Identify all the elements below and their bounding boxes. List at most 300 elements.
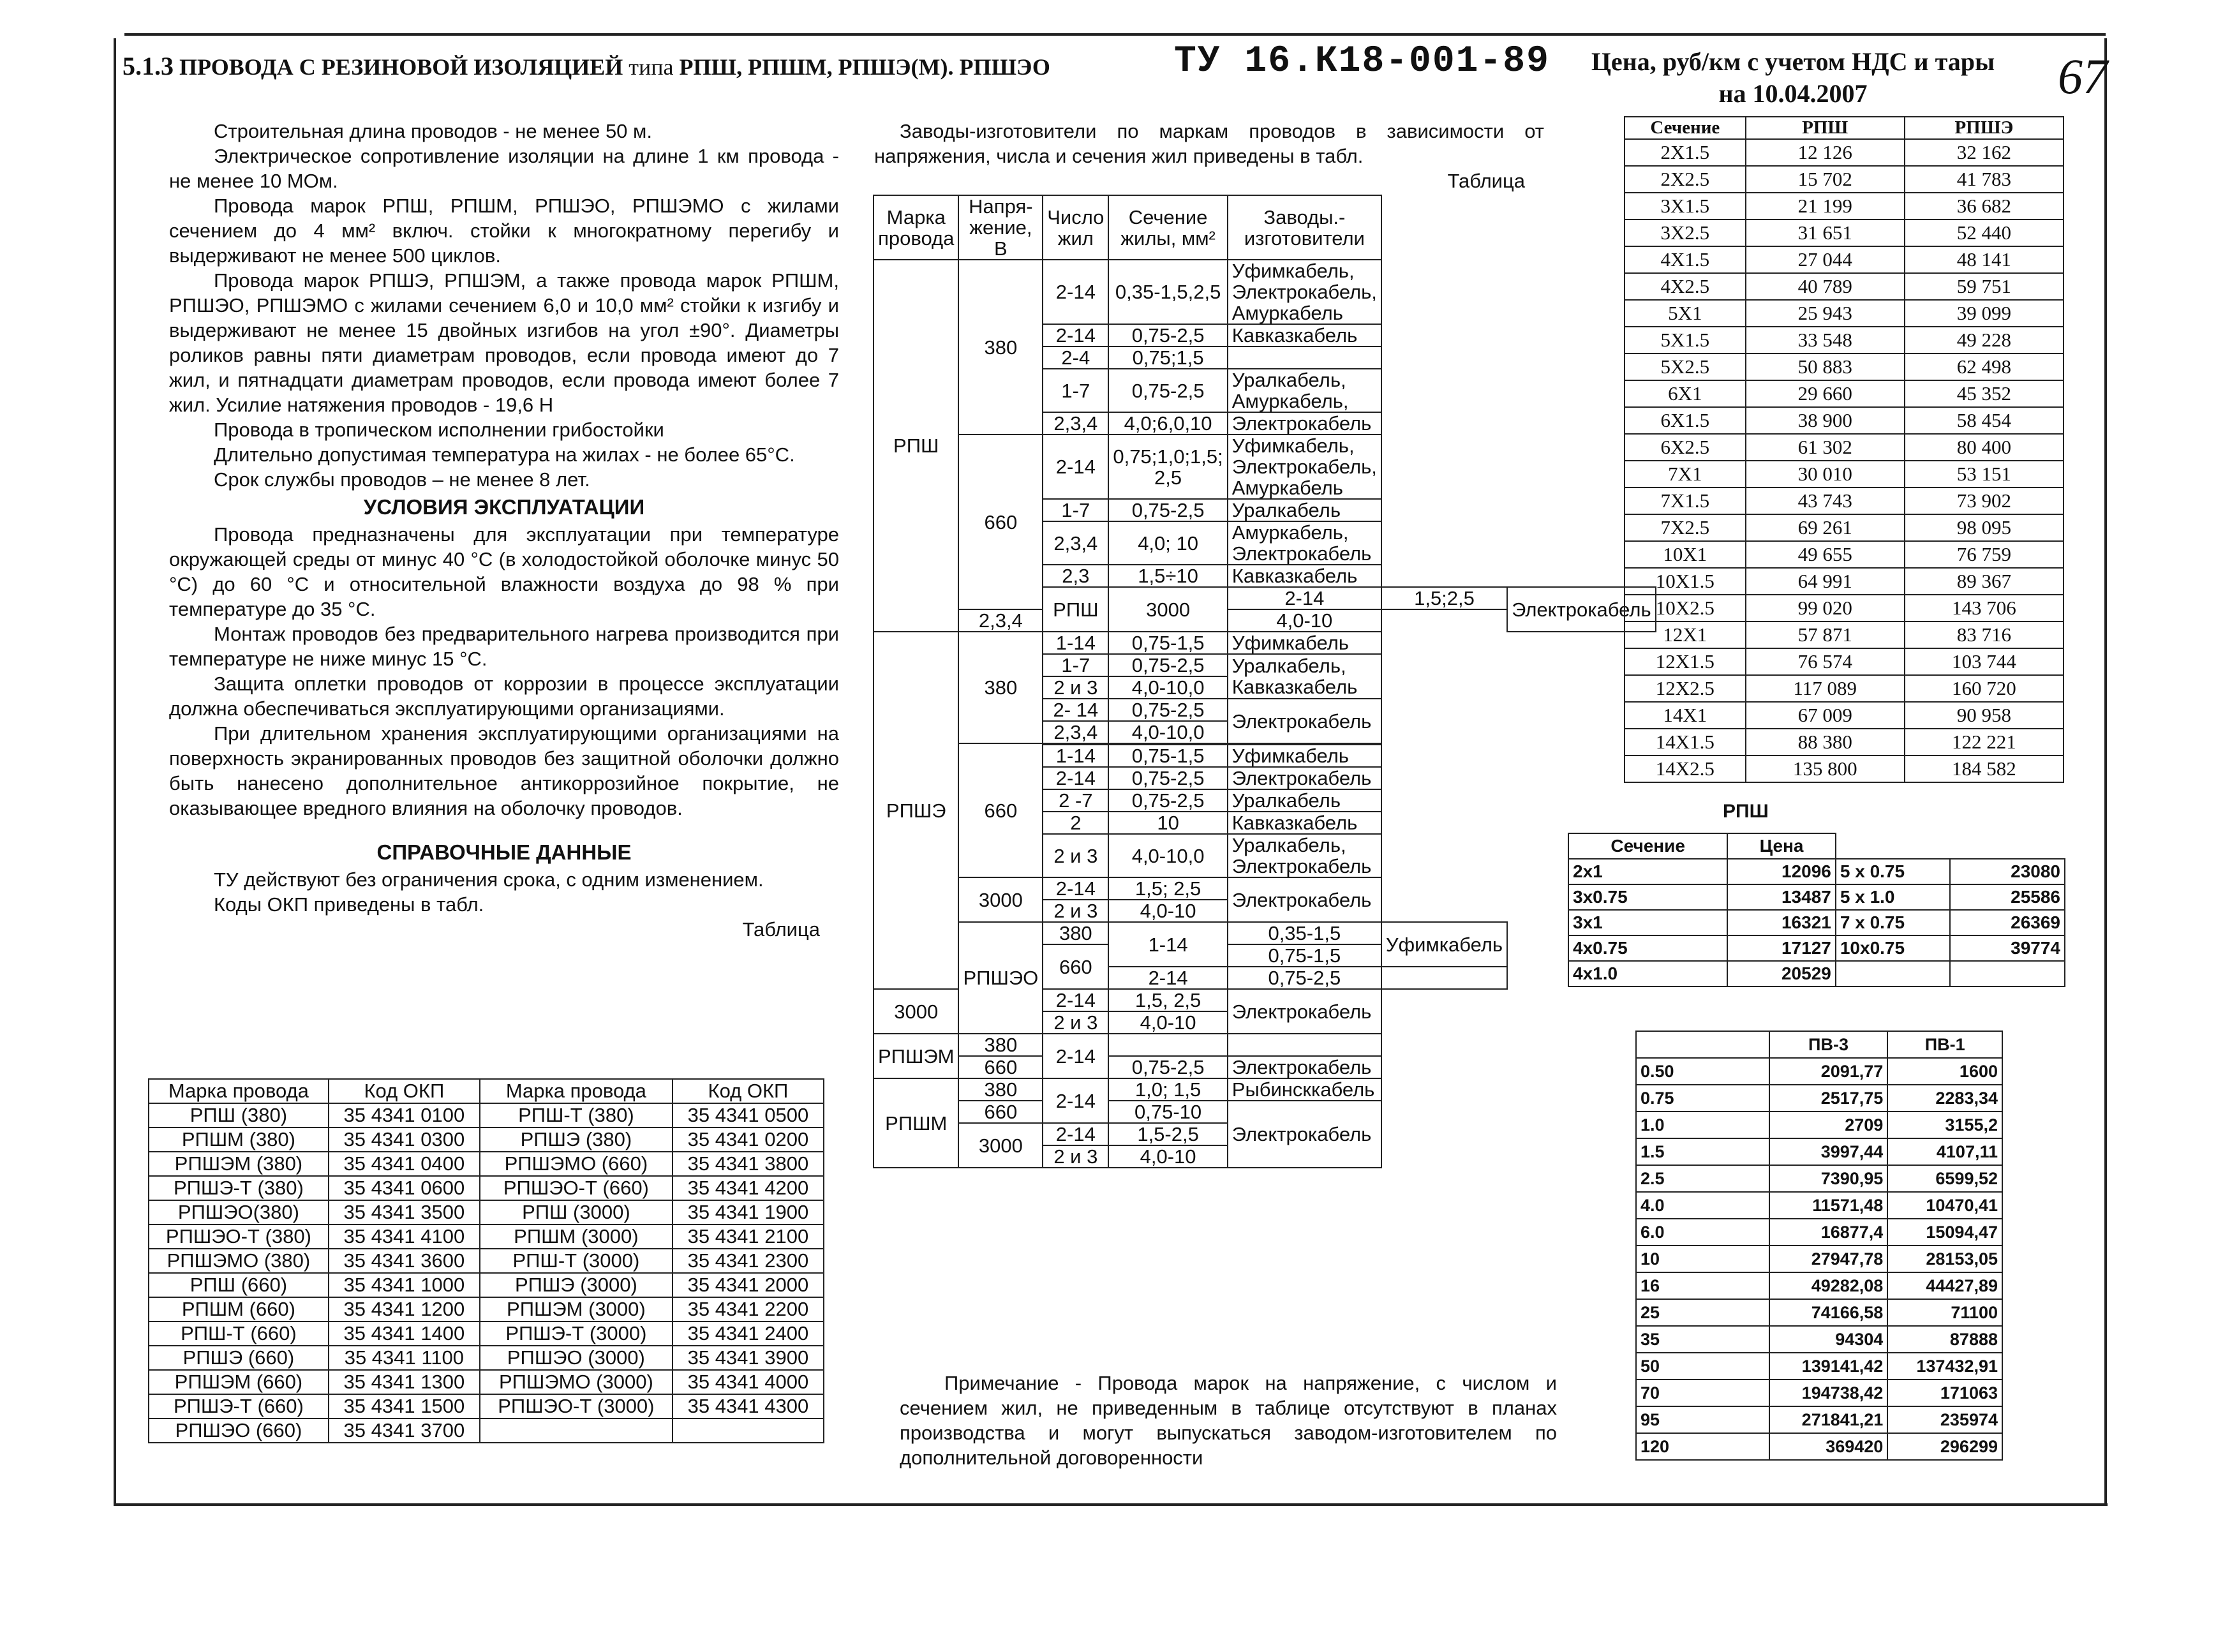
rpsh-table-row xyxy=(1568,935,2065,961)
pv1-price-cell: 87888 xyxy=(1887,1326,2002,1353)
rpshe-price-cell: 45 352 xyxy=(1905,380,2064,407)
rpsh-price-cell: 23080 xyxy=(1950,859,2065,884)
pv-section-cell: 95 xyxy=(1636,1406,1769,1433)
cross-section-cell: 7X2.5 xyxy=(1625,514,1746,541)
para-bend: Провода марок РПШЭ, РПШЭМ, а также провода марок РПШМ, РПШЭО, РПШЭМО с жилами сечением 6,0 и 10,0 мм² стойки к изгибу и выдерживают не менее 15 двойных изгибов на угол ±90°. Диаметры роликов равны пяти диаметрам проводов, если провода имеют до 7 жил, и пятнадцати диаметрам проводов, если провода имеют более 7 жил. Усилие натяжения проводов - 19,6 Н xyxy=(169,269,839,416)
rpsh-price-cell: 31 651 xyxy=(1746,220,1905,246)
header-title: ПРОВОДА С РЕЗИНОВОЙ ИЗОЛЯЦИЕЙ xyxy=(179,54,623,80)
price-table-row xyxy=(1625,568,2064,595)
price-table-row xyxy=(1625,166,2064,193)
factories-cell: Электрокабель xyxy=(1228,989,1381,1034)
okp-brand-cell: РПШЭО (3000) xyxy=(480,1346,673,1370)
para-temperature: Длительно допустимая температура на жилах - не более 65°С. xyxy=(214,443,795,466)
rpshe-price-cell: 184 582 xyxy=(1905,755,2064,782)
price-table-row xyxy=(1625,407,2064,434)
cores-cell: 2-14 xyxy=(1043,1034,1108,1078)
okp-header-cell: Код ОКП xyxy=(673,1079,824,1103)
price-table-row xyxy=(1625,675,2064,702)
okp-code-cell xyxy=(673,1418,824,1443)
para-protection: Защита оплетки проводов от коррозии в процессе эксплуатации должна обеспечиваться эксплуатирующими организациями. xyxy=(169,673,839,720)
rpsh-section-cell: 3x1 xyxy=(1568,910,1727,935)
price-table-row xyxy=(1625,220,2064,246)
rpsh-section-cell: 5 x 0.75 xyxy=(1836,859,1951,884)
cross-section-cell: 2X1.5 xyxy=(1625,139,1746,166)
okp-table-row xyxy=(149,1176,824,1200)
cross-section-cell: 1,5;2,5 xyxy=(1381,587,1507,609)
cross-section-cell: 4,0-10 xyxy=(1108,900,1227,922)
pv-table-row xyxy=(1636,1138,2002,1165)
cores-cell: 2 и 3 xyxy=(1043,900,1108,922)
okp-table-row xyxy=(149,1224,824,1249)
cores-cell: 2 -7 xyxy=(1043,789,1108,812)
okp-code-cell: 35 4341 2400 xyxy=(673,1321,824,1346)
rpshe-price-cell: 48 141 xyxy=(1905,246,2064,273)
rpsh-section-cell: 2x1 xyxy=(1568,859,1727,884)
okp-brand-cell xyxy=(480,1418,673,1443)
cross-section-cell: 14X1.5 xyxy=(1625,729,1746,755)
cross-section-cell: 10X2.5 xyxy=(1625,595,1746,621)
rpshe-price-cell: 98 095 xyxy=(1905,514,2064,541)
factories-table-row xyxy=(874,632,1656,654)
price-table-row xyxy=(1625,461,2064,487)
okp-table-header xyxy=(149,1079,824,1103)
cross-section-cell xyxy=(1108,1034,1227,1056)
factories-cell: Уралкабель xyxy=(1228,789,1381,812)
cross-section-cell: 1,5; 2,5 xyxy=(1108,877,1227,900)
cross-section-cell: 4,0-10 xyxy=(1108,1145,1227,1168)
pv3-price-cell: 11571,48 xyxy=(1769,1192,1888,1219)
para-resistance: Электрическое сопротивление изоляции на длине 1 км провода - не менее 10 МОм. xyxy=(169,145,839,192)
rpshe-price-cell: 90 958 xyxy=(1905,702,2064,729)
pv-section-cell: 0.75 xyxy=(1636,1085,1769,1112)
frame-left-line xyxy=(114,38,116,1506)
pv-table-row xyxy=(1636,1326,2002,1353)
factories-table-row xyxy=(874,1101,1656,1123)
cross-section-cell: 4,0-10,0 xyxy=(1108,721,1227,743)
pv-section-cell: 35 xyxy=(1636,1326,1769,1353)
rpsh-section-cell: 10x0.75 xyxy=(1836,935,1951,961)
pv1-price-cell: 44427,89 xyxy=(1887,1272,2002,1299)
rpshe-price-cell: 39 099 xyxy=(1905,300,2064,327)
okp-code-cell: 35 4341 0600 xyxy=(329,1176,480,1200)
para-tropical: Провода в тропическом исполнении грибостойки xyxy=(214,419,664,441)
header-types: РПШ, РПШМ, РПШЭ(М). РПШЭО xyxy=(679,54,1050,80)
price-title: Цена, руб/км с учетом НДС и тары xyxy=(1591,47,1995,76)
cores-cell: 1-14 xyxy=(1043,632,1108,654)
okp-code-cell: 35 4341 0400 xyxy=(329,1152,480,1176)
okp-code-cell: 35 4341 1400 xyxy=(329,1321,480,1346)
brand-cell: РПШМ xyxy=(874,1078,958,1168)
factories-table-row xyxy=(874,922,1656,944)
pv1-price-cell: 137432,91 xyxy=(1887,1353,2002,1380)
price-table-row xyxy=(1625,246,2064,273)
cross-section-cell: 0,75-1,5 xyxy=(1228,944,1381,967)
pv3-price-cell: 3997,44 xyxy=(1769,1138,1888,1165)
rpsh-section-cell xyxy=(1836,961,1951,986)
cores-cell: 2-14 xyxy=(1043,767,1108,789)
pv-header-cell xyxy=(1636,1031,1769,1058)
factories-table-row xyxy=(874,1056,1656,1078)
cross-section-cell: 0,75-2,5 xyxy=(1108,654,1227,676)
factories-cell: Кавказкабель xyxy=(1228,324,1381,346)
factories-cell: Кавказкабель xyxy=(1228,565,1381,587)
rpsh-table-row xyxy=(1568,884,2065,910)
rpsh-table-title: РПШ xyxy=(1723,801,1769,822)
price-table-row xyxy=(1625,193,2064,220)
cross-section-cell: 2X2.5 xyxy=(1625,166,1746,193)
voltage-cell: 380 xyxy=(958,1078,1043,1101)
pv1-price-cell: 3155,2 xyxy=(1887,1112,2002,1138)
rpsh-price-cell: 57 871 xyxy=(1746,621,1905,648)
okp-code-cell: 35 4341 0500 xyxy=(673,1103,824,1127)
rpsh-header-cell: Сечение xyxy=(1568,833,1727,859)
okp-table-row xyxy=(149,1127,824,1152)
cross-section-cell: 4,0-10 xyxy=(1228,609,1381,632)
okp-code-cell: 35 4341 3600 xyxy=(329,1249,480,1273)
pv-section-cell: 6.0 xyxy=(1636,1219,1769,1246)
cores-cell: 2 и 3 xyxy=(1043,1011,1108,1034)
rpsh-price-cell: 67 009 xyxy=(1746,702,1905,729)
rpsh-price-cell: 40 789 xyxy=(1746,273,1905,300)
rpsh-section-cell: 7 x 0.75 xyxy=(1836,910,1951,935)
rpshe-price-cell: 32 162 xyxy=(1905,139,2064,166)
okp-code-cell: 35 4341 4300 xyxy=(673,1394,824,1418)
okp-code-cell: 35 4341 1000 xyxy=(329,1273,480,1297)
rpshe-price-cell: 143 706 xyxy=(1905,595,2064,621)
okp-brand-cell: РПШЭ (660) xyxy=(149,1346,329,1370)
rpshe-price-cell: 80 400 xyxy=(1905,434,2064,461)
cross-section-cell: 12X1 xyxy=(1625,621,1746,648)
para-operating: Провода предназначены для эксплуатации при температуре окружающей среды от минус 40 °С (в холодостойкой оболочке минус 50 °С) до 60 °С и относительной влажности воздуха до 98 % при температуре до 35 °С. xyxy=(169,523,839,620)
price-table-row xyxy=(1625,300,2064,327)
okp-brand-cell: РПШЭ-Т (3000) xyxy=(480,1321,673,1346)
okp-table-row xyxy=(149,1103,824,1127)
rpsh-price-cell: 39774 xyxy=(1950,935,2065,961)
okp-code-cell: 35 4341 0100 xyxy=(329,1103,480,1127)
cores-cell: 2-14 xyxy=(1043,324,1108,346)
factories-cell: Электрокабель xyxy=(1228,699,1381,743)
cross-section-cell: 12X2.5 xyxy=(1625,675,1746,702)
cross-section-cell: 1,0; 1,5 xyxy=(1108,1078,1227,1101)
cross-section-cell: 14X2.5 xyxy=(1625,755,1746,782)
okp-brand-cell: РПШ-Т (380) xyxy=(480,1103,673,1127)
heading-reference: СПРАВОЧНЫЕ ДАННЫЕ xyxy=(376,840,632,864)
factories-cell: Амуркабель, Электрокабель xyxy=(1228,521,1381,565)
cross-section-cell: 0,75;1,5 xyxy=(1108,346,1227,369)
rpsh-price-cell: 30 010 xyxy=(1746,461,1905,487)
cores-cell: 2-14 xyxy=(1043,989,1108,1011)
voltage-cell: 380 xyxy=(958,1034,1043,1056)
okp-table-row xyxy=(149,1418,824,1443)
okp-table-row xyxy=(149,1346,824,1370)
cores-cell: 2-14 xyxy=(1108,967,1227,989)
okp-code-cell: 35 4341 2200 xyxy=(673,1297,824,1321)
rpsh-price-cell: 13487 xyxy=(1727,884,1836,910)
okp-code-cell: 35 4341 1900 xyxy=(673,1200,824,1224)
cross-section-cell: 5X1 xyxy=(1625,300,1746,327)
factories-cell xyxy=(1381,967,1507,989)
voltage-cell: 660 xyxy=(958,1056,1043,1078)
rpsh-price-cell: 43 743 xyxy=(1746,487,1905,514)
pv-section-cell: 2.5 xyxy=(1636,1165,1769,1192)
price-table-row xyxy=(1625,273,2064,300)
cores-cell: 2-14 xyxy=(1043,877,1108,900)
okp-brand-cell: РПШЭМО (3000) xyxy=(480,1370,673,1394)
factories-cell xyxy=(1228,346,1381,369)
pv-section-cell: 16 xyxy=(1636,1272,1769,1299)
price-heading xyxy=(1544,46,2042,110)
okp-brand-cell: РПШЭО-Т (3000) xyxy=(480,1394,673,1418)
okp-code-cell: 35 4341 4200 xyxy=(673,1176,824,1200)
rpshe-price-cell: 103 744 xyxy=(1905,648,2064,675)
rpsh-price-cell: 88 380 xyxy=(1746,729,1905,755)
pv1-price-cell: 235974 xyxy=(1887,1406,2002,1433)
pv1-price-cell: 2283,34 xyxy=(1887,1085,2002,1112)
okp-brand-cell: РПШЭО (660) xyxy=(149,1418,329,1443)
cores-cell: 2 xyxy=(1043,812,1108,834)
cross-section-cell: 0,75-2,5 xyxy=(1108,767,1227,789)
cross-section-cell: 10 xyxy=(1108,812,1227,834)
okp-brand-cell: РПШМ (380) xyxy=(149,1127,329,1152)
factories-cell: Уфимкабель xyxy=(1381,922,1507,967)
okp-code-cell: 35 4341 3800 xyxy=(673,1152,824,1176)
cross-section-cell: 0,75-1,5 xyxy=(1108,745,1227,767)
factories-cell: Электрокабель xyxy=(1228,1056,1381,1078)
factories-header-cell: Сечение жилы, мм² xyxy=(1108,195,1227,260)
rpshe-price-cell: 89 367 xyxy=(1905,568,2064,595)
voltage-cell: 3000 xyxy=(958,1123,1043,1168)
rpsh-price-cell: 49 655 xyxy=(1746,541,1905,568)
rpshe-price-cell: 59 751 xyxy=(1905,273,2064,300)
okp-code-cell: 35 4341 3700 xyxy=(329,1418,480,1443)
factories-cell: Рыбинсккабель xyxy=(1228,1078,1381,1101)
okp-table-row xyxy=(149,1249,824,1273)
price-header-cell: РПШЭ xyxy=(1905,117,2064,139)
cross-section-cell: 0,75-2,5 xyxy=(1108,324,1227,346)
pv-table-header xyxy=(1636,1031,2002,1058)
left-text-block xyxy=(169,119,839,942)
cross-section-cell: 4,0;6,0,10 xyxy=(1108,412,1227,435)
pv-table-row xyxy=(1636,1406,2002,1433)
okp-code-cell: 35 4341 1100 xyxy=(329,1346,480,1370)
factories-header-cell: Напря-жение, В xyxy=(958,195,1043,260)
okp-brand-cell: РПШЭО(380) xyxy=(149,1200,329,1224)
rpshe-price-cell: 76 759 xyxy=(1905,541,2064,568)
factories-cell: Уралкабель, Электрокабель xyxy=(1228,834,1381,877)
okp-brand-cell: РПШ (380) xyxy=(149,1103,329,1127)
rpsh-section-cell: 4x1.0 xyxy=(1568,961,1727,986)
factories-table xyxy=(873,195,1656,1168)
rpsh-price-cell: 64 991 xyxy=(1746,568,1905,595)
pv3-price-cell: 27947,78 xyxy=(1769,1246,1888,1272)
pv1-price-cell: 171063 xyxy=(1887,1380,2002,1406)
rpsh-price-cell: 33 548 xyxy=(1746,327,1905,353)
rpsh-header-cell: Цена xyxy=(1727,833,1836,859)
para-okp-codes: Коды ОКП приведены в табл. xyxy=(214,893,484,916)
okp-brand-cell: РПШЭ-Т (380) xyxy=(149,1176,329,1200)
pv-section-cell: 1.0 xyxy=(1636,1112,1769,1138)
okp-brand-cell: РПШЭМО (380) xyxy=(149,1249,329,1273)
factories-cell: Уралкабель, Кавказкабель xyxy=(1228,654,1381,699)
cross-section-cell: 3X2.5 xyxy=(1625,220,1746,246)
rpsh-section-cell: 3x0.75 xyxy=(1568,884,1727,910)
heading-conditions: УСЛОВИЯ ЭКСПЛУАТАЦИИ xyxy=(363,495,645,519)
pv-section-cell: 10 xyxy=(1636,1246,1769,1272)
okp-code-cell: 35 4341 2100 xyxy=(673,1224,824,1249)
okp-code-cell: 35 4341 0300 xyxy=(329,1127,480,1152)
cross-section-cell: 7X1 xyxy=(1625,461,1746,487)
pv3-price-cell: 271841,21 xyxy=(1769,1406,1888,1433)
tu-number: ТУ 16.К18-001-89 xyxy=(1174,41,1550,82)
factories-header-cell: Заводы.- изготовители xyxy=(1228,195,1381,260)
cross-section-cell: 6X2.5 xyxy=(1625,434,1746,461)
okp-header-cell: Марка провода xyxy=(480,1079,673,1103)
okp-code-cell: 35 4341 1500 xyxy=(329,1394,480,1418)
rpsh-price-cell: 17127 xyxy=(1727,935,1836,961)
factories-cell: Уралкабель xyxy=(1228,499,1381,521)
factories-header-cell: Марка провода xyxy=(874,195,958,260)
factories-table-label: Таблица xyxy=(1447,170,1525,192)
rpsh-price-cell: 135 800 xyxy=(1746,755,1905,782)
okp-table-row xyxy=(149,1200,824,1224)
pv3-price-cell: 16877,4 xyxy=(1769,1219,1888,1246)
cross-section-cell: 7X1.5 xyxy=(1625,487,1746,514)
okp-brand-cell: РПШ-Т (3000) xyxy=(480,1249,673,1273)
pv1-price-cell: 28153,05 xyxy=(1887,1246,2002,1272)
voltage-cell: 660 xyxy=(958,435,1043,609)
factories-cell: Электрокабель xyxy=(1228,1101,1381,1168)
pv3-price-cell: 7390,95 xyxy=(1769,1165,1888,1192)
factories-table-header xyxy=(874,195,1656,260)
rpshe-price-cell: 58 454 xyxy=(1905,407,2064,434)
okp-brand-cell: РПШЭМ (380) xyxy=(149,1152,329,1176)
brand-cell: РПШЭ xyxy=(874,632,958,989)
rpsh-price-cell: 38 900 xyxy=(1746,407,1905,434)
factories-table-row xyxy=(874,1078,1656,1101)
pv1-price-cell: 15094,47 xyxy=(1887,1219,2002,1246)
pv-header-cell: ПВ-3 xyxy=(1769,1031,1888,1058)
pv-table-row xyxy=(1636,1192,2002,1219)
frame-right-line xyxy=(2104,38,2107,1506)
rpshe-price-cell: 160 720 xyxy=(1905,675,2064,702)
pv3-price-cell: 2709 xyxy=(1769,1112,1888,1138)
cores-cell: 2- 14 xyxy=(1043,699,1108,721)
rpshe-price-cell: 73 902 xyxy=(1905,487,2064,514)
rpshe-price-cell: 62 498 xyxy=(1905,353,2064,380)
rpsh-price-cell: 69 261 xyxy=(1746,514,1905,541)
factories-cell: Уфимкабель, Электрокабель, Амуркабель xyxy=(1228,435,1381,499)
rpsh-table-header xyxy=(1568,833,2065,859)
cores-cell: 2-14 xyxy=(1043,1078,1108,1123)
cross-section-cell: 1,5, 2,5 xyxy=(1108,989,1227,1011)
factories-table-row xyxy=(874,877,1656,900)
cores-cell: 2-14 xyxy=(1043,260,1108,324)
factories-cell: Уралкабель, Амуркабель, xyxy=(1228,369,1381,412)
price-table-header xyxy=(1625,117,2064,139)
price-table-row xyxy=(1625,648,2064,675)
cores-cell: 2-14 xyxy=(1228,587,1381,609)
pv-section-cell: 1.5 xyxy=(1636,1138,1769,1165)
rpsh-price-cell: 15 702 xyxy=(1746,166,1905,193)
rpsh-price-cell: 25586 xyxy=(1950,884,2065,910)
pv-table-row xyxy=(1636,1299,2002,1326)
pv3-price-cell: 369420 xyxy=(1769,1433,1888,1460)
pv-table-row xyxy=(1636,1165,2002,1192)
frame-top-line xyxy=(124,33,2106,36)
pv3-price-cell: 2517,75 xyxy=(1769,1085,1888,1112)
cores-cell: 2 и 3 xyxy=(1043,1145,1108,1168)
okp-brand-cell: РПШЭМ (660) xyxy=(149,1370,329,1394)
pv-section-cell: 50 xyxy=(1636,1353,1769,1380)
factories-cell: Электрокабель xyxy=(1228,412,1381,435)
pv-section-cell: 70 xyxy=(1636,1380,1769,1406)
okp-code-cell: 35 4341 1300 xyxy=(329,1370,480,1394)
okp-table-row xyxy=(149,1370,824,1394)
okp-header-cell: Марка провода xyxy=(149,1079,329,1103)
okp-brand-cell: РПШЭО-Т (660) xyxy=(480,1176,673,1200)
cross-section-cell: 6X1 xyxy=(1625,380,1746,407)
okp-brand-cell: РПШЭ (3000) xyxy=(480,1273,673,1297)
factories-intro xyxy=(874,119,1544,193)
para-length: Строительная длина проводов - не менее 50 м. xyxy=(214,120,652,142)
pv-table-row xyxy=(1636,1246,2002,1272)
okp-code-cell: 35 4341 1200 xyxy=(329,1297,480,1321)
cores-cell: 1-7 xyxy=(1043,654,1108,676)
rpshe-price-cell: 52 440 xyxy=(1905,220,2064,246)
rpsh-price-cell: 12 126 xyxy=(1746,139,1905,166)
pv1-price-cell: 296299 xyxy=(1887,1433,2002,1460)
factories-cell xyxy=(1228,1034,1381,1056)
price-date: на 10.04.2007 xyxy=(1718,79,1868,108)
pv-price-table xyxy=(1635,1031,2003,1461)
price-table-row xyxy=(1625,139,2064,166)
rpsh-price-cell: 99 020 xyxy=(1746,595,1905,621)
okp-code-cell: 35 4341 4100 xyxy=(329,1224,480,1249)
pv-table-row xyxy=(1636,1433,2002,1460)
header-type-label: типа xyxy=(629,54,674,80)
page-header xyxy=(123,51,1050,81)
pv3-price-cell: 74166,58 xyxy=(1769,1299,1888,1326)
voltage-cell: 660 xyxy=(1043,944,1108,989)
cross-section-cell: 0,75-1,5 xyxy=(1108,632,1227,654)
factories-cell: Электрокабель xyxy=(1228,767,1381,789)
price-header-cell: Сечение xyxy=(1625,117,1746,139)
okp-brand-cell: РПШ-Т (660) xyxy=(149,1321,329,1346)
pv3-price-cell: 2091,77 xyxy=(1769,1058,1888,1085)
rpsh-price-cell: 21 199 xyxy=(1746,193,1905,220)
cores-cell: 2-14 xyxy=(1043,435,1108,499)
cores-cell: 2,3,4 xyxy=(1043,521,1108,565)
brand-cell: РПШЭМ xyxy=(874,1034,958,1078)
price-table xyxy=(1624,116,2064,783)
rpsh-price-cell: 26369 xyxy=(1950,910,2065,935)
okp-brand-cell: РПШЭМО (660) xyxy=(480,1152,673,1176)
factories-table-row xyxy=(874,1034,1656,1056)
okp-brand-cell: РПШЭМ (3000) xyxy=(480,1297,673,1321)
cross-section-cell: 1,5-2,5 xyxy=(1108,1123,1227,1145)
para-tu-validity: ТУ действуют без ограничения срока, с одним изменением. xyxy=(214,868,764,891)
rpshe-price-cell: 41 783 xyxy=(1905,166,2064,193)
cores-cell: 2,3 xyxy=(1043,565,1108,587)
price-table-row xyxy=(1625,702,2064,729)
rpsh-price-cell: 12096 xyxy=(1727,859,1836,884)
okp-table-row xyxy=(149,1297,824,1321)
rpsh-price-cell: 61 302 xyxy=(1746,434,1905,461)
voltage-cell: 3000 xyxy=(874,989,958,1034)
okp-code-cell: 35 4341 0200 xyxy=(673,1127,824,1152)
brand-cell: РПШ xyxy=(874,260,958,632)
price-table-row xyxy=(1625,514,2064,541)
